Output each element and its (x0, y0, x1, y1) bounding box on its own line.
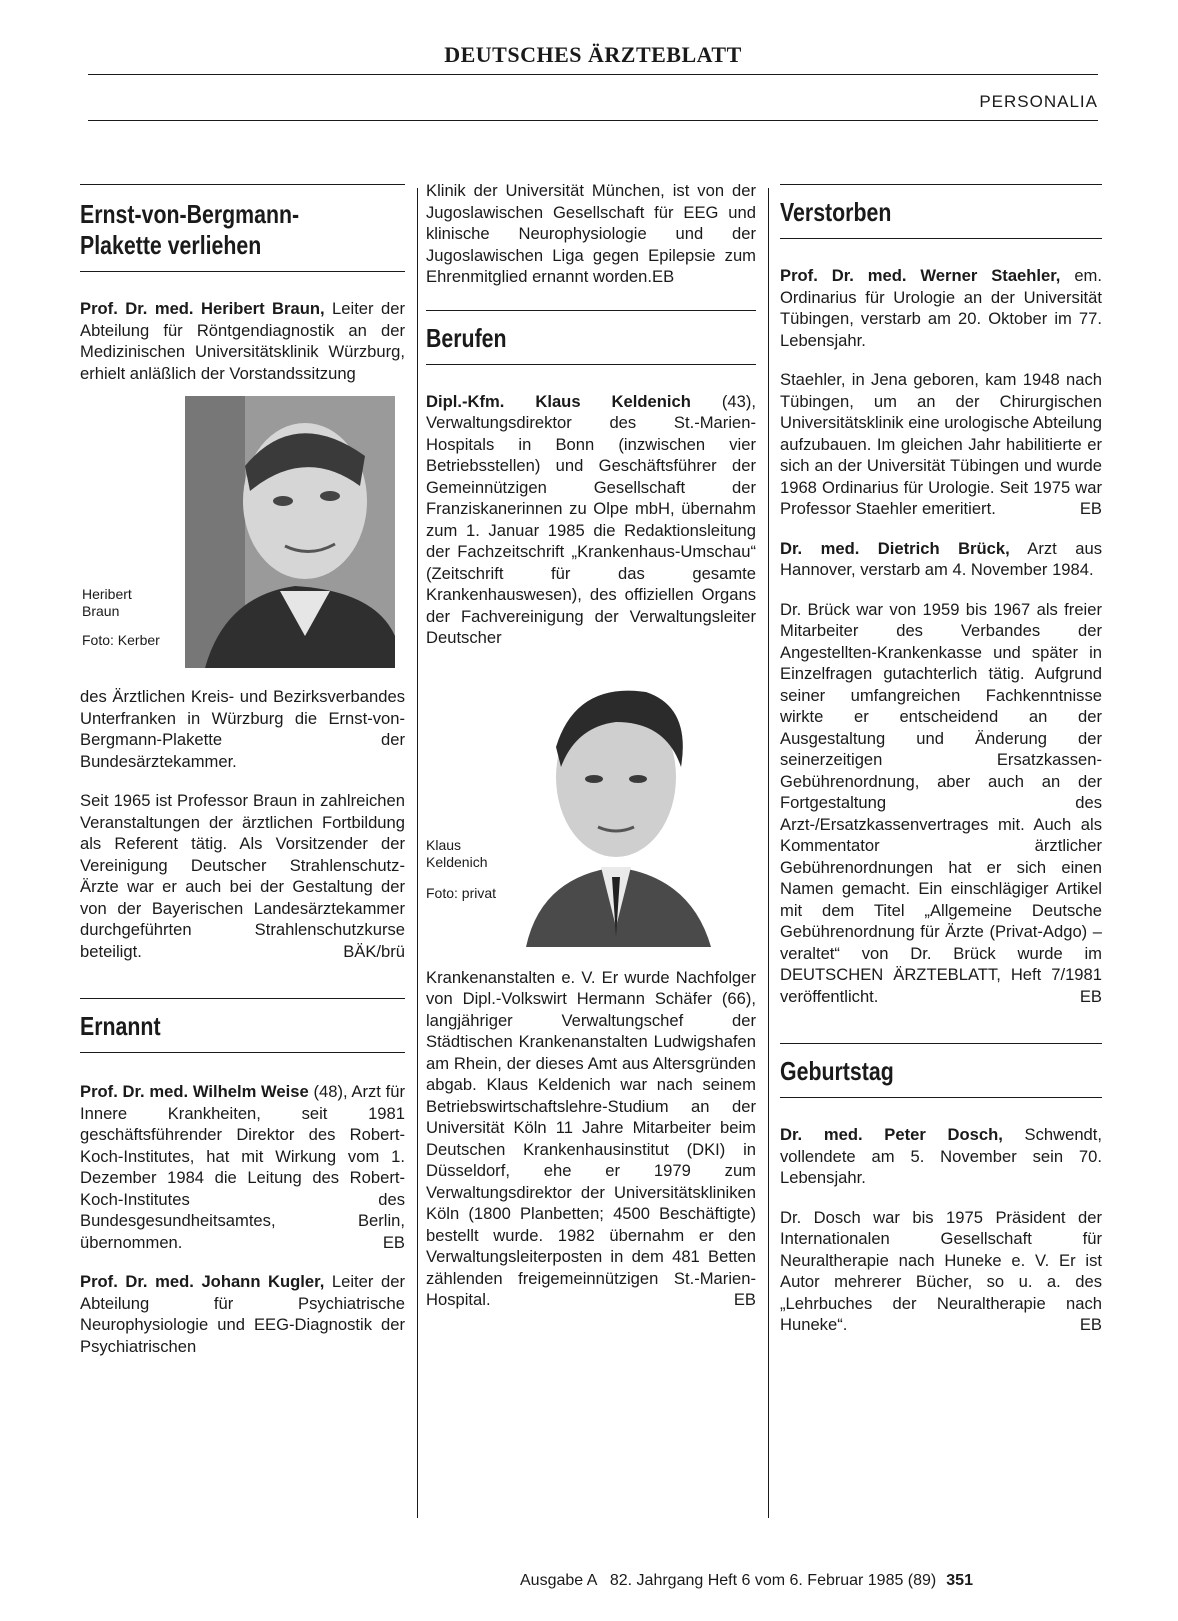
person-name: Prof. Dr. med. Werner Staehler, (780, 266, 1061, 285)
section-label: PERSONALIA (979, 92, 1098, 111)
paragraph-text: Leiter der Abteilung für Psychiatrische Neurophysiologie und EEG-Diagnostik der Psychiatrischen (80, 1272, 405, 1356)
paragraph-text: Schwendt, vollendete am 5. November sein 70. Lebensjahr. (780, 1125, 1102, 1187)
heading-rule (426, 364, 756, 365)
paragraph-text: Arzt aus Hannover, verstarb am 4. November 1984. (780, 538, 1103, 579)
paragraph-text: (48), Arzt für Innere Krankheiten, seit 1981 geschäftsführender Direktor des Robert-Koch-Institutes, hat mit Wirkung vom 1. Dezember 1984 die Leitung des Robert-Koch-Institutes des Bundesgesundheitsamtes, Berlin, übernommen. (80, 1082, 406, 1252)
paragraph (780, 599, 1102, 1008)
paragraph (426, 180, 756, 288)
paragraph-text: Dr. Dosch war bis 1975 Präsident der Internationalen Gesellschaft für Neuraltherapie nach Huneke e. V. Er ist Autor mehrerer Bücher, so u. a. des „Lehrbuches der Neuraltherapie nach Huneke“. (780, 1207, 1102, 1334)
masthead-rule (88, 74, 1098, 75)
paragraph-text: em. Ordinarius für Urologie an der Universität Tübingen, verstarb am 20. Oktober im 77. Lebensjahr. (780, 266, 1102, 350)
paragraph-text: Klinik der Universität München, ist von der Jugoslawischen Gesellschaft für EEG und klinische Neurophysiologie und der Jugoslawischen Liga gegen Epilepsie zum Ehrenmitglied ernannt worden. (426, 181, 756, 286)
paragraph-text: Dr. Brück war von 1959 bis 1967 als freier Mitarbeiter des Verbandes der Angestellten-Krankenkasse und später in Einzelfragen gutachterlich tätig. Aufgrund seiner umfangreichen Fachkenntnisse wirkte er entscheidend an der Ausgestaltung und Änderung der seinerzeitigen Ersatzkassen-Gebührenordnung, aber auch an der Fortgestaltung des Arzt-/Ersatzkassenvertrages mit. Auch als Kommentator ärztlicher Gebührenordnungen hat er sich einen Namen gemacht. Ein einschlägiger Artikel mit dem Titel „Allgemeine Deutsche Gebührenordnung für Ärzte (Privat-Adgo) – veraltet“ von Dr. Brück wurde im DEUTSCHEN ÄRZTEBLATT, Heft 7/1981 veröffentlicht. (780, 599, 1102, 1006)
paragraph (426, 391, 756, 649)
heading-rule (426, 310, 756, 311)
signature: EB (1079, 986, 1102, 1006)
paragraph-text: Staehler, in Jena geboren, kam 1948 nach Tübingen, um an der Chirurgischen Universitätsklinik eine urologische Abteilung aufzubauen. Im gleichen Jahr habilitierte er sich an der Universität Tübingen und wurde 1968 Ordinarius für Urologie. Seit 1975 war Professor Staehler emeritiert. (780, 370, 1102, 518)
article-heading (80, 199, 347, 261)
heading-line: Plakette verliehen (80, 230, 262, 260)
paragraph (426, 967, 756, 1311)
article-heading: Ernannt (80, 1011, 161, 1041)
person-name: Dr. med. Dietrich Brück, (780, 538, 1010, 558)
column-divider (768, 188, 769, 1518)
caption-credit: Foto: Kerber (82, 632, 160, 648)
article-heading: Geburtstag (780, 1056, 894, 1086)
caption-name: Heribert Braun (82, 586, 132, 619)
paragraph (780, 1207, 1102, 1336)
photo-block (80, 396, 405, 676)
article-heading: Verstorben (780, 197, 892, 227)
person-name: Prof. Dr. med. Heribert Braun, (80, 299, 325, 318)
paragraph (780, 1124, 1102, 1189)
article-heading: Berufen (426, 322, 507, 353)
caption-credit: Foto: privat (426, 884, 497, 901)
portrait-photo (185, 396, 395, 668)
paragraph (80, 790, 405, 962)
photo-block (426, 667, 756, 957)
signature: EB (733, 1290, 756, 1309)
column-3 (780, 180, 1102, 1354)
heading-rule (80, 1052, 405, 1053)
signature: EB (382, 1232, 405, 1252)
paragraph: des Ärztlichen Kreis- und Bezirksverbandes Unterfranken in Würzburg die Ernst-von-Bergmann-Plakette der Bundesärztekammer. (80, 687, 405, 771)
person-name: Prof. Dr. med. Johann Kugler, (80, 1272, 325, 1291)
paragraph (780, 265, 1102, 351)
paragraph-text: Leiter der Abteilung für Röntgendiagnostik an der Medizinischen Universitätsklinik Würzburg, erhielt anläßlich der Vorstandssitzung (80, 299, 405, 383)
person-name: Prof. Dr. med. Wilhelm Weise (80, 1082, 309, 1101)
page-number: 351 (946, 1572, 973, 1589)
photo-caption (426, 837, 516, 902)
paragraph (780, 369, 1102, 520)
portrait-photo (516, 667, 716, 947)
page-footer (520, 1572, 973, 1590)
masthead: DEUTSCHES ÄRZTEBLATT (444, 42, 742, 67)
column-divider (417, 188, 418, 1518)
column-1 (80, 180, 405, 1375)
portrait-image (516, 667, 716, 947)
signature: BÄK/brü (343, 941, 405, 961)
paragraph (80, 1271, 405, 1357)
heading-rule (80, 184, 405, 185)
portrait-image (185, 396, 395, 668)
heading-rule (780, 1043, 1102, 1044)
signature: EB (1079, 1315, 1102, 1334)
signature: EB (1079, 499, 1102, 518)
paragraph (80, 298, 405, 384)
heading-rule (780, 1097, 1102, 1098)
heading-rule (80, 271, 405, 272)
signature: EB (652, 267, 675, 286)
person-name: Dipl.-Kfm. Klaus Keldenich (426, 391, 691, 411)
paragraph-text: Krankenanstalten e. V. Er wurde Nachfolger von Dipl.-Volkswirt Hermann Schäfer (66), langjähriger Verwaltungschef der Städtischen Krankenanstalten Ludwigshafen am Rhein, der dieses Amt aus Altersgründen abgab. Klaus Keldenich war nach seinem Betriebswirtschaftslehre-Studium an der Universität Köln 11 Jahre Mitarbeiter beim Deutschen Krankenhausinstitut (DKI) in Düsseldorf, ehe er 1979 zum Verwaltungsdirektor der Universitätskliniken Köln (1800 Planbetten; 4500 Beschäftigte) bestellt wurde. 1982 übernahm er den Verwaltungsleiterposten in dem 481 Betten zählenden freigemeinnützigen St.-Marien-Hospital. (426, 967, 756, 1309)
heading-rule (80, 998, 405, 999)
caption-name: Klaus Keldenich (426, 836, 488, 870)
paragraph (780, 538, 1102, 581)
column-2 (426, 180, 756, 1329)
person-name: Dr. med. Peter Dosch, (780, 1125, 1003, 1144)
section-rule (88, 120, 1098, 121)
photo-caption (82, 586, 162, 649)
edition-info: Ausgabe A 82. Jahrgang Heft 6 vom 6. Februar 1985 (89) (520, 1572, 937, 1589)
paragraph-text: Seit 1965 ist Professor Braun in zahlreichen Veranstaltungen der ärztlichen Fortbildung als Referent tätig. Als Vorsitzender der Vereinigung Deutscher Strahlenschutz-Ärzte war er auch bei der Gestaltung der von der Bayerischen Landesärztekammer durchgeführten Strahlenschutzkurse beteiligt. (80, 791, 405, 961)
heading-rule (780, 184, 1102, 185)
paragraph (80, 1081, 405, 1253)
heading-rule (780, 238, 1102, 239)
heading-line: Ernst-von-Bergmann- (80, 199, 300, 229)
paragraph-text: (43), Verwaltungsdirektor des St.-Marien-Hospitals in Bonn (inzwischen vier Betriebsstellen) und Geschäftsführer der Gemeinnützigen Gesellschaft der Franziskanerinnen zu Olpe mbH, übernahm zum 1. Januar 1985 die Redaktionsleitung der Fachzeitschrift „Krankenhaus-Umschau“ (Zeitschrift für das gesamte Krankenhauswesen), des offiziellen Organs der Fachvereinigung der Verwaltungsleiter Deutscher (426, 391, 756, 647)
